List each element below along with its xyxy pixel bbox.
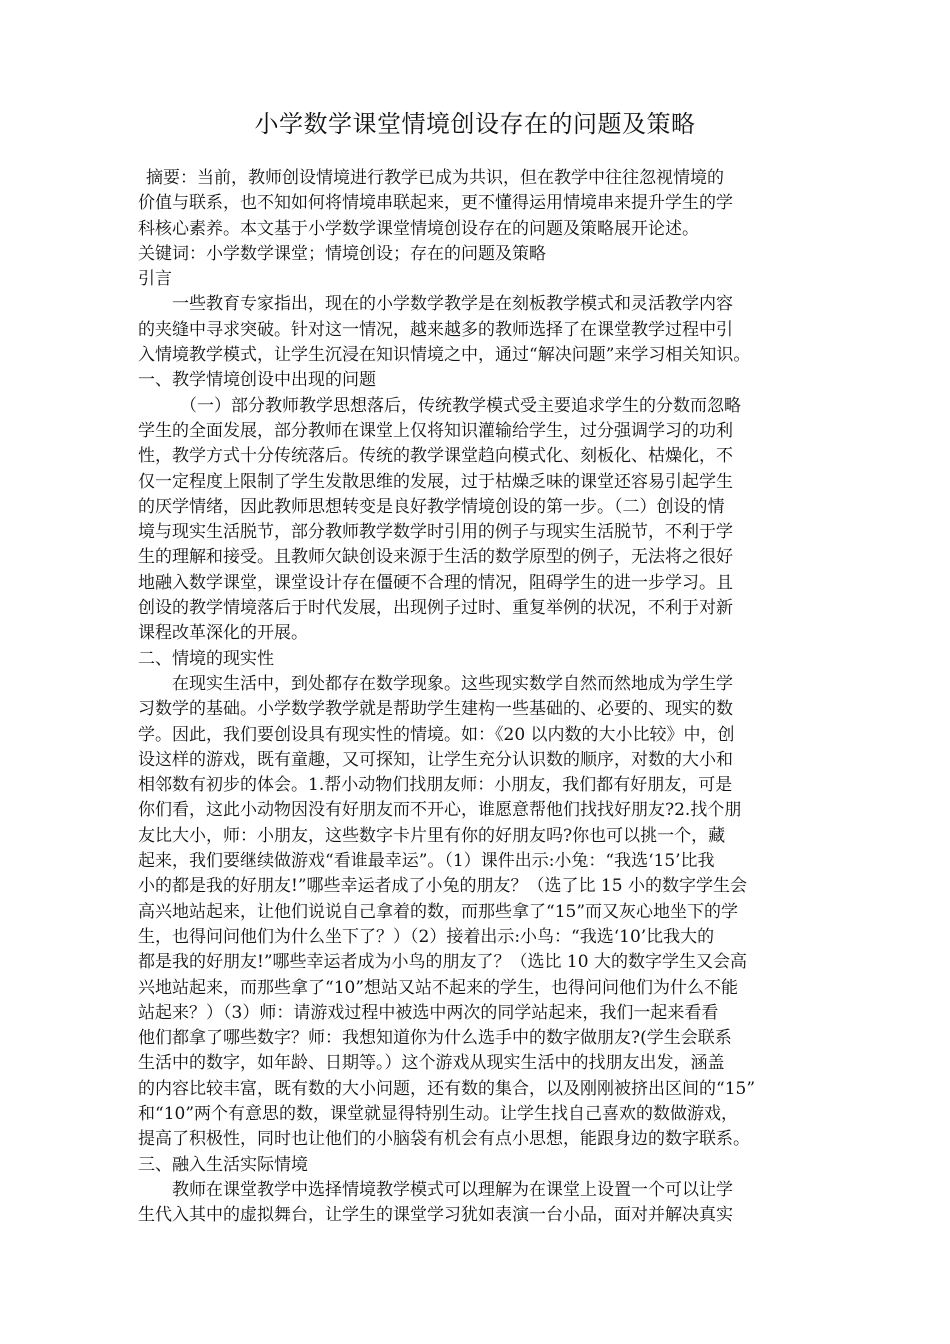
paragraph-line: 入情境教学模式，让学生沉浸在知识情境之中，通过“解决问题”来学习相关知识。 xyxy=(138,345,751,366)
paragraph-line: 生活中的数字，如年龄、日期等。）这个游戏从现实生活中的找朋友出发，涵盖 xyxy=(138,1053,725,1074)
paragraph-line: 的内容比较丰富，既有数的大小问题，还有数的集合，以及刚刚被挤出区间的“15” xyxy=(138,1078,756,1099)
section-heading-1: 一、教学情境创设中出现的问题 xyxy=(138,370,376,391)
abstract-line: 价值与联系，也不知如何将情境串联起来，更不懂得运用情境串来提升学生的学 xyxy=(138,193,733,214)
paragraph-line: 性，教学方式十分传统落后。传统的教学课堂趋向模式化、刻板化、枯燥化，不 xyxy=(138,446,733,467)
paragraph-line: 都是我的好朋友!”哪些幸运者成为小鸟的朋友了？（选比 10 大的数字学生又会高 xyxy=(138,952,747,973)
paragraph-line: 他们都拿了哪些数字？师：我想知道你为什么选手中的数字做朋友?(学生会联系 xyxy=(138,1028,732,1049)
paragraph-line: 一些教育专家指出，现在的小学数学教学是在刻板教学模式和灵活教学内容 xyxy=(172,294,733,315)
paragraph-line: 和“10”两个有意思的数，课堂就显得特别生动。让学生找自己喜欢的数做游戏， xyxy=(138,1103,739,1124)
abstract-line: 摘要：当前，教师创设情境进行教学已成为共识，但在教学中往往忽视情境的 xyxy=(146,168,724,188)
paragraph-line: 相邻数有初步的体会。1.帮小动物们找朋友师：小朋友，我们都有好朋友，可是 xyxy=(138,775,733,796)
paragraph-line: 高兴地站起来，让他们说说自己拿着的数，而那些拿了“15”而又灰心地坐下的学 xyxy=(138,901,739,922)
paragraph-line: 习数学的基础。小学数学教学就是帮助学生建构一些基础的、必要的、现实的数 xyxy=(138,699,733,720)
paragraph-line: 兴地站起来，而那些拿了“10”想站又站不起来的学生，也得问问他们为什么不能 xyxy=(138,977,739,998)
paragraph-line: 你们看，这此小动物因没有好朋友而不开心，谁愿意帮他们找找好朋友?2.找个朋 xyxy=(138,800,742,821)
document-title: 小学数学课堂情境创设存在的问题及策略 xyxy=(254,110,696,138)
section-heading-2: 二、情境的现实性 xyxy=(138,648,274,669)
paragraph-line: 教师在课堂教学中选择情境教学模式可以理解为在课堂上设置一个可以让学 xyxy=(172,1179,733,1200)
paragraph-line: 生的理解和接受。且教师欠缺创设来源于生活的数学原型的例子，无法将之很好 xyxy=(138,547,733,568)
paragraph-line: 地融入数学课堂，课堂设计存在僵硬不合理的情况，阻碍学生的进一步学习。且 xyxy=(138,572,733,593)
paragraph-line: 的厌学情绪，因此教师思想转变是良好教学情境创设的第一步。（二）创设的情 xyxy=(138,496,725,517)
abstract-line: 科核心素养。本文基于小学数学课堂情境创设存在的问题及策略展开论述。 xyxy=(138,218,699,239)
paragraph-line: 学生的全面发展，部分教师在课堂上仅将知识灌输给学生，过分强调学习的功利 xyxy=(138,420,733,441)
paragraph-line: 小的都是我的好朋友!”哪些幸运者成了小兔的朋友？（选了比 15 小的数字学生会 xyxy=(138,876,747,897)
section-heading-3: 三、融入生活实际情境 xyxy=(138,1154,308,1175)
section-heading-intro: 引言 xyxy=(138,269,172,290)
paragraph-line: 学。因此，我们要创设具有现实性的情境。如：《20 以内数的大小比较》中，创 xyxy=(138,724,735,745)
paragraph-line: 起来，我们要继续做游戏“看谁最幸运”。（1）课件出示:小兔：“我选‘15’比我 xyxy=(138,851,715,872)
document-body xyxy=(138,166,838,1228)
keywords-line: 关键词：小学数学课堂；情境创设；存在的问题及策略 xyxy=(138,243,546,264)
paragraph-line: 课程改革深化的开展。 xyxy=(138,623,308,644)
paragraph-line: 仅一定程度上限制了学生发散思维的发展，过于枯燥乏味的课堂还容易引起学生 xyxy=(138,471,733,492)
paragraph-line: 提高了积极性，同时也让他们的小脑袋有机会有点小思想，能跟身边的数字联系。 xyxy=(138,1129,750,1150)
paragraph-line: 生，也得问问他们为什么坐下了？）（2）接着出示:小鸟：“我选‘10’比我大的 xyxy=(138,926,715,947)
paragraph-line: 创设的教学情境落后于时代发展，出现例子过时、重复举例的状况，不利于对新 xyxy=(138,598,733,619)
paragraph-line: （一）部分教师教学思想落后，传统教学模式受主要追求学生的分数而忽略 xyxy=(180,395,741,416)
paragraph-line: 设这样的游戏，既有童趣，又可探知，让学生充分认识数的顺序，对数的大小和 xyxy=(138,749,733,770)
paragraph-line: 生代入其中的虚拟舞台，让学生的课堂学习犹如表演一台小品，面对并解决真实 xyxy=(138,1205,733,1226)
paragraph-line: 境与现实生活脱节，部分教师教学数学时引用的例子与现实生活脱节，不利于学 xyxy=(138,522,733,543)
paragraph-line: 的夹缝中寻求突破。针对这一情况，越来越多的教师选择了在课堂教学过程中引 xyxy=(138,319,733,340)
paragraph-line: 在现实生活中，到处都存在数学现象。这些现实数学自然而然地成为学生学 xyxy=(172,673,733,694)
paragraph-line: 友比大小，师：小朋友，这些数字卡片里有你的好朋友吗?你也可以挑一个，藏 xyxy=(138,825,726,846)
paragraph-line: 站起来？）（3）师：请游戏过程中被选中两次的同学站起来，我们一起来看看 xyxy=(138,1002,719,1023)
